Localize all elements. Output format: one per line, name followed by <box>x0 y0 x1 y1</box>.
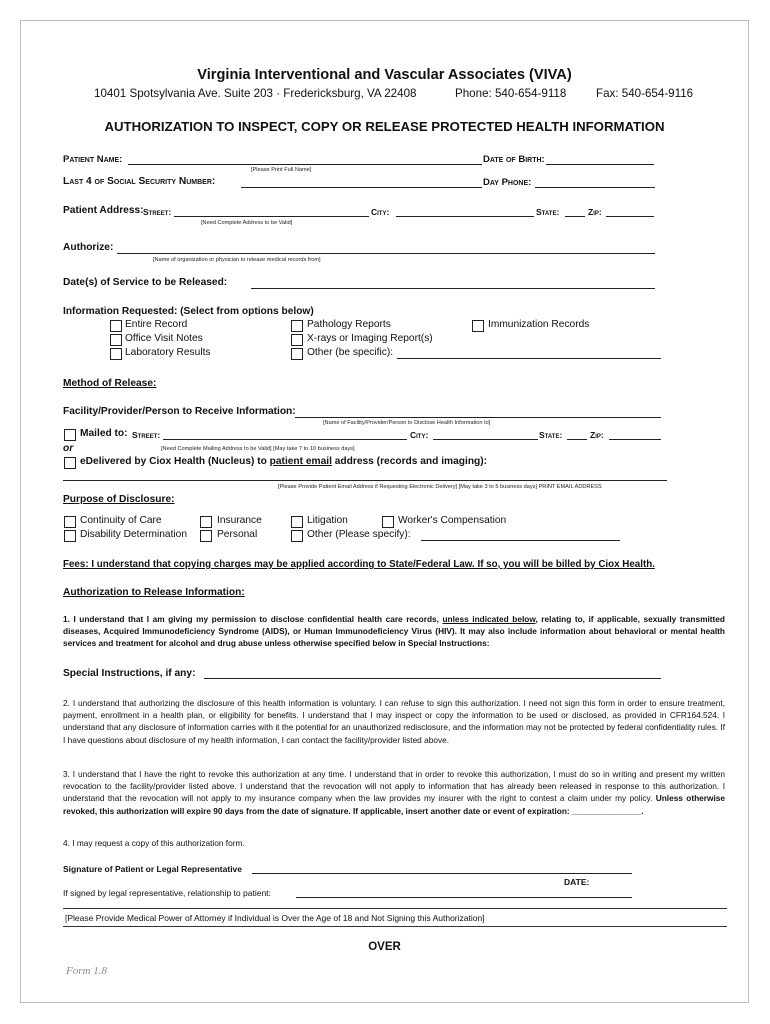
signature-field[interactable] <box>252 873 632 874</box>
other-purpose-label: Other (Please specify): <box>307 529 411 540</box>
xrays-imaging-checkbox[interactable] <box>291 334 303 346</box>
method-of-release-label: Method of Release: <box>63 378 157 389</box>
address-hint: [Need Complete Address to be Valid] <box>201 220 293 226</box>
or-label: or <box>63 443 74 454</box>
litigation-label: Litigation <box>307 515 348 526</box>
divider-top <box>63 908 727 909</box>
special-instructions-field[interactable] <box>204 678 661 679</box>
purpose-label: Purpose of Disclosure: <box>63 494 175 505</box>
info-requested-label: Information Requested: (Select from options below) <box>63 306 314 317</box>
state-label: State: <box>536 207 560 217</box>
relationship-field[interactable] <box>296 897 632 898</box>
date-label: DATE: <box>564 877 590 887</box>
workers-comp-checkbox[interactable] <box>382 516 394 528</box>
continuity-of-care-label: Continuity of Care <box>80 515 162 526</box>
form-title: AUTHORIZATION TO INSPECT, COPY OR RELEASE PROTECTED HEALTH INFORMATION <box>104 119 665 134</box>
immunization-records-checkbox[interactable] <box>472 320 484 332</box>
org-name: Virginia Interventional and Vascular Associates (VIVA) <box>197 67 572 83</box>
insurance-checkbox[interactable] <box>200 516 212 528</box>
entire-record-checkbox[interactable] <box>110 320 122 332</box>
state-field[interactable] <box>565 216 585 217</box>
paragraph-1-text-end: , relating to, if applicable, sexually transmitted diseases, Acquired Immunodeficiency Syndrome (AIDS), or Human Immunodeficiency Virus (HIV). It may also include information about behavioral or mental health services and treatment for alcohol and drug abuse unless otherwise specified below in Special Instructions: <box>63 614 725 649</box>
fees-text: Fees: I understand that copying charges may be applied according to State/Federal Law. If so, you will be billed by Ciox Health. <box>63 559 655 570</box>
mail-zip-label: Zip: <box>590 430 604 440</box>
mail-zip-field[interactable] <box>609 439 661 440</box>
mail-street-label: Street: <box>132 430 161 440</box>
personal-checkbox[interactable] <box>200 530 212 542</box>
paragraph-3-text: 3. I understand that I have the right to revoke this authorization at any time. I understand that in order to revoke this authorization, I must do so in writing and present my written revocation to the facility/provider listed above. I understand that the revocation will not apply to information that has already been released in response to this authorization. I understand that the revocation will not apply to my insurance company when the law provides my insurer with the right to contest a claim under my policy. <box>63 769 725 804</box>
immunization-records-label: Immunization Records <box>488 319 590 330</box>
mail-street-field[interactable] <box>163 439 407 440</box>
other-purpose-checkbox[interactable] <box>291 530 303 542</box>
personal-label: Personal <box>217 529 258 540</box>
patient-address-label: Patient Address: <box>63 205 144 216</box>
authorize-field[interactable] <box>117 253 655 254</box>
laboratory-results-label: Laboratory Results <box>125 347 211 358</box>
disability-determination-checkbox[interactable] <box>64 530 76 542</box>
edelivered-checkbox[interactable] <box>64 457 76 469</box>
litigation-checkbox[interactable] <box>291 516 303 528</box>
mail-state-label: State: <box>539 430 563 440</box>
entire-record-label: Entire Record <box>125 319 188 330</box>
form-page <box>20 20 749 1003</box>
org-address: 10401 Spotsylvania Ave. Suite 203 · Fredericksburg, VA 22408 <box>94 87 417 100</box>
org-phone: Phone: 540-654-9118 <box>455 87 567 100</box>
facility-label: Facility/Provider/Person to Receive Information: <box>63 406 296 417</box>
laboratory-results-checkbox[interactable] <box>110 348 122 360</box>
other-purpose-field[interactable] <box>421 540 620 541</box>
dates-field[interactable] <box>251 288 655 289</box>
relationship-label: If signed by legal representative, relationship to patient: <box>63 888 271 898</box>
other-info-label: Other (be specific): <box>307 347 394 358</box>
other-info-field[interactable] <box>397 358 661 359</box>
facility-hint: [Name of Facility/Provider/Person to Disclose Health Information to] <box>323 420 491 426</box>
over-label: OVER <box>368 941 401 953</box>
email-field[interactable] <box>63 480 667 481</box>
mailed-to-label: Mailed to: <box>80 428 128 439</box>
dob-label: Date of Birth: <box>483 154 545 165</box>
facility-field[interactable] <box>295 417 661 418</box>
name-hint: [Please Print Full Name] <box>251 167 312 173</box>
authorize-label: Authorize: <box>63 242 114 253</box>
edelivered-link: patient email <box>269 456 332 467</box>
authorization-release-label: Authorization to Release Information: <box>63 587 245 598</box>
paragraph-4: 4. I may request a copy of this authorization form. <box>63 838 245 848</box>
pathology-reports-checkbox[interactable] <box>291 320 303 332</box>
paragraph-1 <box>63 613 725 650</box>
dob-field[interactable] <box>546 164 654 165</box>
xrays-imaging-label: X-rays or Imaging Report(s) <box>307 333 433 344</box>
dates-label: Date(s) of Service to be Released: <box>63 277 228 288</box>
street-field[interactable] <box>174 216 369 217</box>
office-visit-notes-label: Office Visit Notes <box>125 333 203 344</box>
other-info-checkbox[interactable] <box>291 348 303 360</box>
mail-city-label: City: <box>410 430 429 440</box>
day-phone-field[interactable] <box>535 187 655 188</box>
mail-hint: [Need Complete Mailing Address to be Valid] [May take 7 to 10 business days] <box>161 446 355 452</box>
poa-note: [Please Provide Medical Power of Attorney if Individual is Over the Age of 18 and Not Signing this Authorization] <box>65 913 485 923</box>
email-hint: [Please Provide Patient Email Address if Requesting Electronic Delivery] [May take 3 to 5 business days] PRINT EMAIL ADDRESS <box>278 484 602 490</box>
authorize-hint: [Name of organization or physician to release medical records from] <box>153 257 321 263</box>
special-instructions-label: Special Instructions, if any: <box>63 668 196 679</box>
paragraph-1-underlined: unless indicated below <box>442 614 536 624</box>
paragraph-3-bold: Unless otherwise revoked, this authorization will expire 90 days from the date of signature. If applicable, insert another date or event of expiration: _______________. <box>63 793 725 816</box>
zip-label: Zip: <box>588 207 602 217</box>
office-visit-notes-checkbox[interactable] <box>110 334 122 346</box>
workers-comp-label: Worker's Compensation <box>398 515 507 526</box>
patient-name-field[interactable] <box>128 164 482 165</box>
mail-city-field[interactable] <box>433 439 538 440</box>
zip-field[interactable] <box>606 216 654 217</box>
day-phone-label: Day Phone: <box>483 177 532 188</box>
pathology-reports-label: Pathology Reports <box>307 319 391 330</box>
disability-determination-label: Disability Determination <box>80 529 188 540</box>
signature-label: Signature of Patient or Legal Representative <box>63 864 243 874</box>
continuity-of-care-checkbox[interactable] <box>64 516 76 528</box>
mailed-to-checkbox[interactable] <box>64 429 76 441</box>
insurance-label: Insurance <box>217 515 262 526</box>
ssn-field[interactable] <box>241 187 482 188</box>
patient-name-label: Patient Name: <box>63 154 123 165</box>
mail-state-field[interactable] <box>567 439 587 440</box>
street-label: Street: <box>143 207 172 217</box>
edelivered-text-end: address (records and imaging): <box>331 456 488 467</box>
org-fax: Fax: 540-654-9116 <box>596 87 694 100</box>
paragraph-3 <box>63 768 725 817</box>
ssn-label: Last 4 of Social Security Number: <box>63 176 216 187</box>
paragraph-1-text: 1. I understand that I am giving my permission to disclose confidential health care records, <box>63 614 443 624</box>
city-field[interactable] <box>396 216 534 217</box>
form-number: Form 1.8 <box>66 965 107 977</box>
edelivered-text: eDelivered by Ciox Health (Nucleus) to <box>80 456 270 467</box>
divider-bottom <box>63 926 727 927</box>
edelivered-label <box>80 456 487 467</box>
city-label: City: <box>371 207 390 217</box>
paragraph-2: 2. I understand that authorizing the disclosure of this health information is voluntary. I can refuse to sign this authorization. I need not sign this form in order to ensure treatment, payment, enrollment in a health plan, or eligibility for benefits. I understand that I may inspect or copy the information to be used or disclosed, as provided in CFR164.524. I understand that any disclosure of information carries with it the potential for an unauthorized redisclosure, and the information may not be protected by federal confidentiality rules. If I have questions about disclosure of my health information, I can contact the facility/provider listed above. <box>63 698 725 745</box>
